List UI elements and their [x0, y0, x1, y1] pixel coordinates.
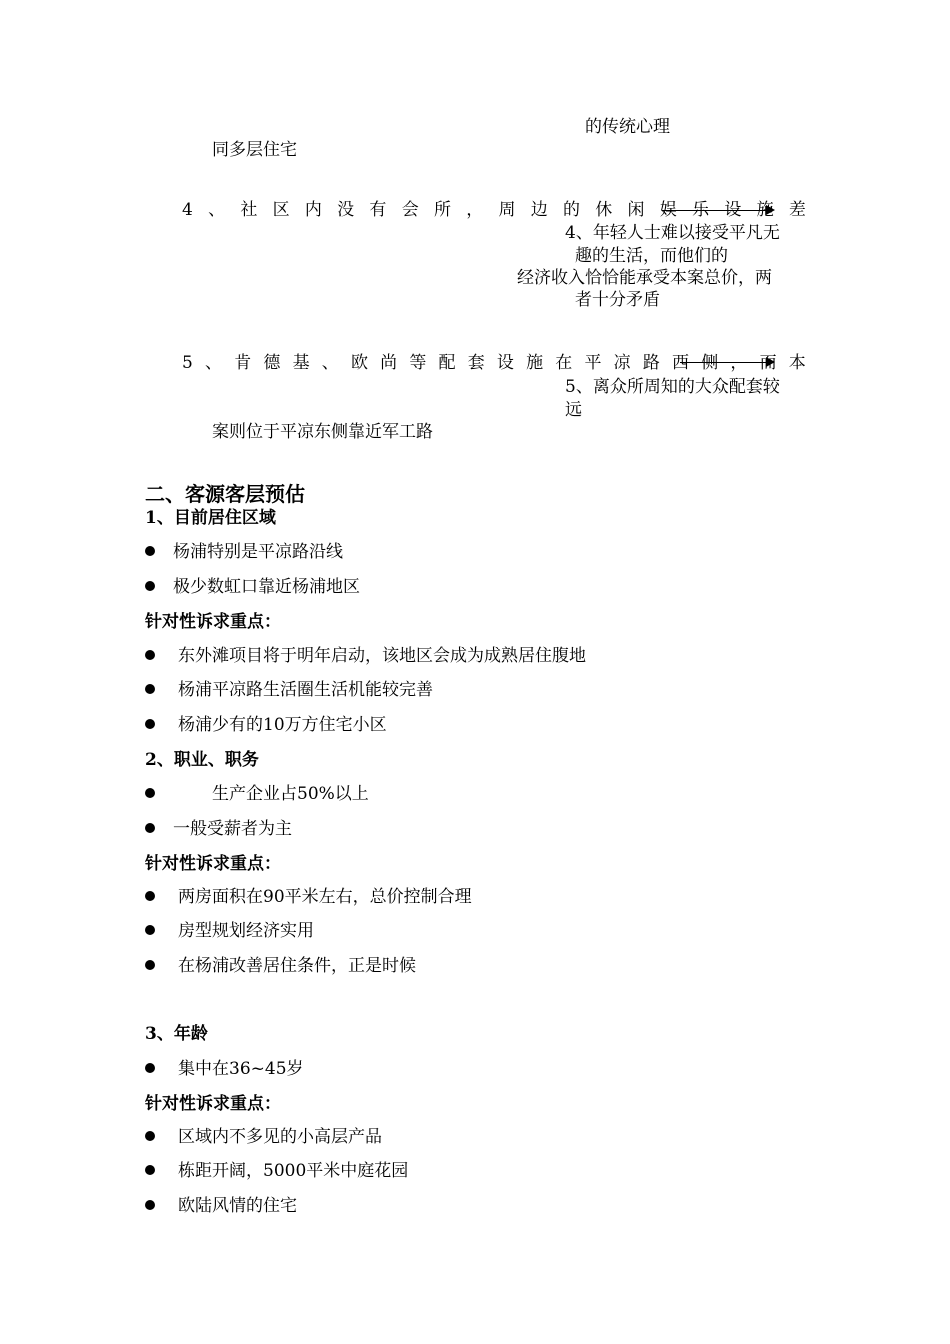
bullet-icon	[145, 960, 155, 970]
bullet-icon	[145, 650, 155, 660]
bullet-icon	[145, 1165, 155, 1175]
s3-title: 3、年龄	[145, 1024, 208, 1044]
s2-title: 2、职业、职务	[145, 750, 259, 770]
s1-title: 1、目前居住区域	[145, 508, 276, 528]
bullet-icon	[145, 788, 155, 798]
list-item: 栋距开阔，5000平米中庭花园	[145, 1160, 408, 1182]
bullet-icon	[145, 891, 155, 901]
section-title: 二、客源客层预估	[145, 482, 305, 506]
bullet-icon	[145, 719, 155, 729]
bullet-icon	[145, 925, 155, 935]
list-item: 欧陆风情的住宅	[145, 1195, 297, 1217]
bullet-icon	[145, 546, 155, 556]
r4-arrow-head-icon	[766, 205, 775, 215]
bullet-icon	[145, 1131, 155, 1141]
r5-left-text: 5 、 肯 德 基 、 欧 尚 等 配 套 设 施 在 平 凉 路 西 侧 ， 而 本	[182, 353, 806, 373]
s1-focus-heading: 针对性诉求重点：	[145, 612, 281, 632]
r5-right-line2: 远	[565, 400, 582, 420]
r5-right-line1: 5、离众所周知的大众配套较	[565, 377, 780, 397]
bullet-icon	[145, 581, 155, 591]
list-item: 一般受薪者为主	[145, 818, 292, 840]
r4-right-line3: 经济收入恰恰能承受本案总价，两	[517, 268, 772, 288]
r3-right-text: 的传统心理	[585, 117, 670, 137]
r4-right-line1: 4、年轻人士难以接受平凡无	[565, 223, 780, 243]
s2-focus-heading: 针对性诉求重点：	[145, 854, 281, 874]
list-item: 杨浦平凉路生活圈生活机能较完善	[145, 679, 433, 701]
list-item: 生产企业占50%以上	[145, 783, 369, 805]
r4-right-line4: 者十分矛盾	[575, 290, 660, 310]
s3-focus-heading: 针对性诉求重点：	[145, 1094, 281, 1114]
bullet-icon	[145, 684, 155, 694]
list-item: 东外滩项目将于明年启动，该地区会成为成熟居住腹地	[145, 645, 586, 667]
r5-left-continuation: 案则位于平凉东侧靠近军工路	[212, 422, 433, 442]
list-item: 集中在36~45岁	[145, 1058, 304, 1080]
list-item: 区域内不多见的小高层产品	[145, 1126, 382, 1148]
bullet-icon	[145, 823, 155, 833]
r4-left-text: 4 、 社 区 内 没 有 会 所 ， 周 边 的 休 闲 娱 乐 设 施 差	[182, 200, 806, 220]
list-item: 杨浦少有的10万方住宅小区	[145, 714, 387, 736]
r5-arrow-head-icon	[766, 357, 775, 367]
list-item: 两房面积在90平米左右，总价控制合理	[145, 886, 472, 908]
r5-arrow-line	[680, 362, 766, 363]
bullet-icon	[145, 1063, 155, 1073]
r4-right-line2: 趣的生活，而他们的	[575, 246, 728, 266]
bullet-icon	[145, 1200, 155, 1210]
r3-left-continuation: 同多层住宅	[212, 140, 297, 160]
list-item: 在杨浦改善居住条件，正是时候	[145, 955, 416, 977]
r4-arrow-line	[662, 210, 766, 211]
list-item: 房型规划经济实用	[145, 920, 314, 942]
list-item: 极少数虹口靠近杨浦地区	[145, 576, 360, 598]
list-item: 杨浦特别是平凉路沿线	[145, 541, 343, 563]
